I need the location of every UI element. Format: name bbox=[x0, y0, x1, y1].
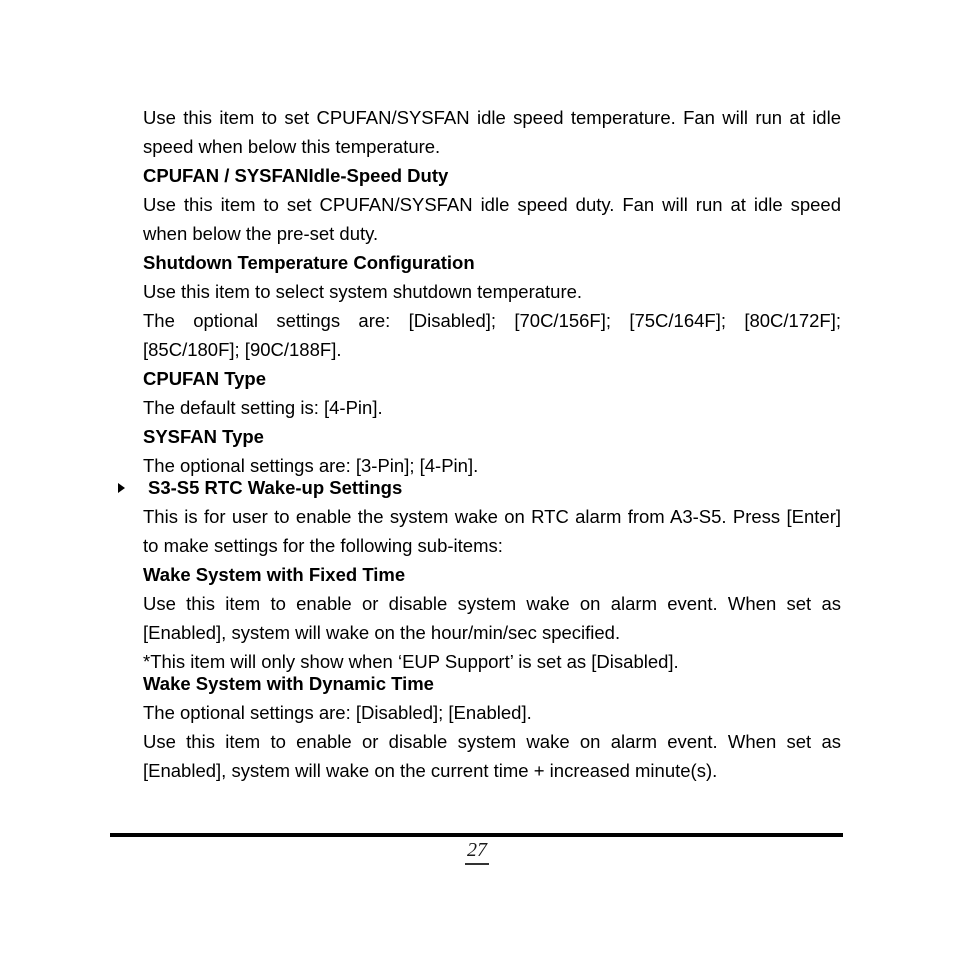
section-heading-cpufan-type: CPUFAN Type bbox=[143, 368, 267, 389]
paragraph: The optional settings are: [3-Pin]; [4-Pin]. bbox=[143, 455, 479, 476]
page-content bbox=[143, 103, 841, 785]
right-triangle-bullet-icon bbox=[118, 483, 125, 493]
paragraph: The default setting is: [4-Pin]. bbox=[143, 397, 383, 418]
footer-rule bbox=[110, 833, 843, 837]
section-heading-sysfan-type: SYSFAN Type bbox=[143, 426, 264, 447]
paragraph: Use this item to set CPUFAN/SYSFAN idle speed temperature. Fan will run at idle speed when below this temperature. bbox=[143, 107, 841, 157]
section-heading-shutdown-temperature: Shutdown Temperature Configuration bbox=[143, 252, 475, 273]
paragraph: The optional settings are: [Disabled]; [70C/156F]; [75C/164F]; [80C/172F]; [85C/180F]; [90C/188F]. bbox=[143, 310, 841, 360]
paragraph: The optional settings are: [Disabled]; [Enabled]. bbox=[143, 702, 532, 723]
paragraph: Use this item to select system shutdown temperature. bbox=[143, 281, 583, 302]
page-number: 27 bbox=[465, 839, 489, 865]
section-heading-idle-speed-duty: CPUFAN / SYSFANIdle-Speed Duty bbox=[143, 165, 449, 186]
submenu-heading-label: S3-S5 RTC Wake-up Settings bbox=[148, 477, 403, 498]
section-heading-wake-dynamic-time: Wake System with Dynamic Time bbox=[143, 673, 434, 694]
page-footer bbox=[0, 839, 954, 865]
section-heading-wake-fixed-time: Wake System with Fixed Time bbox=[143, 564, 406, 585]
submenu-heading-s3-s5-rtc-wakeup bbox=[143, 473, 841, 502]
paragraph: Use this item to enable or disable system wake on alarm event. When set as [Enabled], system will wake on the current time + increased minute(s). bbox=[143, 731, 841, 781]
paragraph: Use this item to enable or disable system wake on alarm event. When set as [Enabled], system will wake on the hour/min/sec specified. bbox=[143, 593, 841, 643]
footnote: *This item will only show when ‘EUP Support’ is set as [Disabled]. bbox=[143, 651, 679, 672]
paragraph: Use this item to set CPUFAN/SYSFAN idle speed duty. Fan will run at idle speed when below the pre-set duty. bbox=[143, 194, 841, 244]
paragraph: This is for user to enable the system wake on RTC alarm from A3-S5. Press [Enter] to make settings for the following sub-items: bbox=[143, 506, 841, 556]
